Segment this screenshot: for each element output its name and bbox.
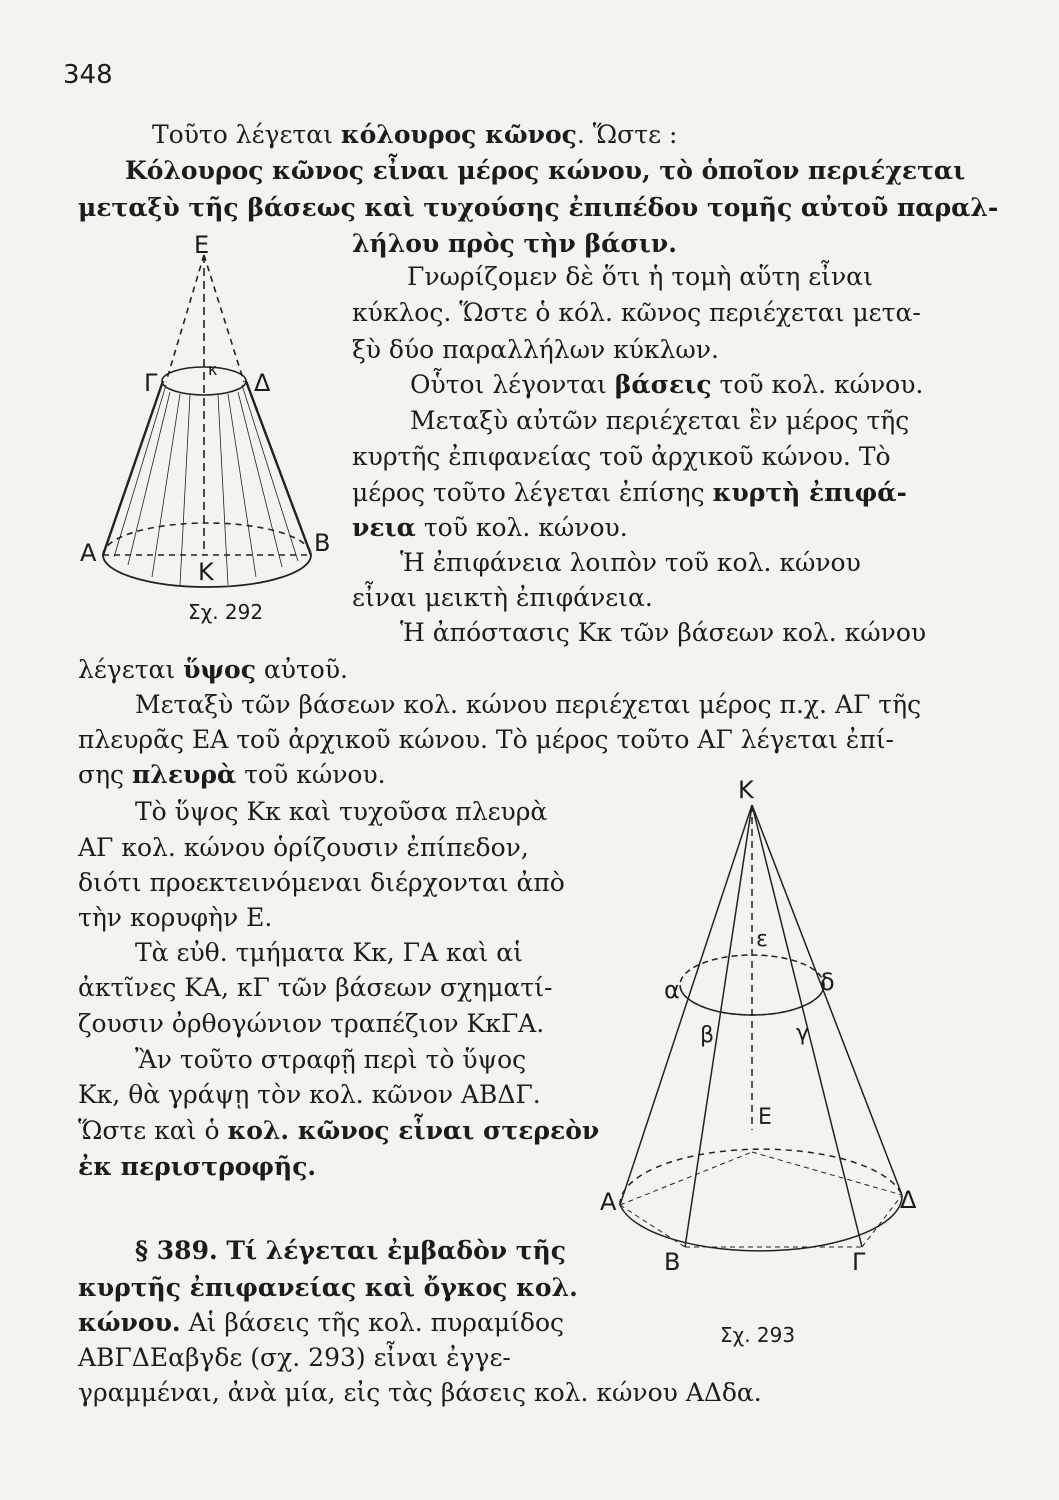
- text-line-24: Τὰ εὐθ. τμήματα Κκ, ΓΑ καὶ αἱ: [135, 938, 523, 967]
- label-K: Κ: [198, 558, 214, 586]
- definition-line-1: Κόλουρος κῶνος εἶναι μέρος κώνου, τὸ ὁποῖον περιέχεται: [125, 156, 966, 185]
- label-D: Δ: [254, 369, 271, 397]
- label-B: Β: [314, 529, 331, 557]
- section-heading-389: § 389. Τί λέγεται ἐμβαδὸν τῆς: [135, 1236, 567, 1265]
- text-line-13: Ἡ ἐπιφάνεια λοιπὸν τοῦ κολ. κώνου: [400, 548, 861, 577]
- text-line-18: πλευρᾶς ΕΑ τοῦ ἀρχικοῦ κώνου. Τὸ μέρος τοῦτο ΑΓ λέγεται ἐπί-: [78, 725, 895, 754]
- text-line-14: εἶναι μεικτὴ ἐπιφάνεια.: [352, 583, 653, 612]
- text-line-20: Τὸ ὕψος Κκ καὶ τυχοῦσα πλευρὰ: [135, 797, 548, 826]
- text-line-26: ζουσιν ὀρθογώνιον τραπέζιον ΚκΓΑ.: [78, 1009, 545, 1038]
- label-E: Ε: [758, 1105, 772, 1130]
- text-line-27: Ἂν τοῦτο στραφῇ περὶ τὸ ὕψος: [135, 1045, 527, 1074]
- label-G: Γ: [144, 369, 158, 397]
- text-line-15: Ἡ ἀπόστασις Κκ τῶν βάσεων κολ. κώνου: [400, 618, 927, 647]
- label-alpha: α: [664, 976, 680, 1004]
- caption-292: Σχ. 292: [188, 600, 264, 624]
- text-line-19: σης πλευρὰ τοῦ κώνου.: [78, 760, 386, 789]
- page-number: 348: [63, 60, 113, 90]
- text-line-25: ἀκτῖνες ΚΑ, κΓ τῶν βάσεων σχηματί-: [78, 973, 553, 1002]
- label-A: Α: [80, 539, 97, 567]
- label-delta: δ: [820, 968, 835, 996]
- text-line-1: Τοῦτο λέγεται κόλουρος κῶνος. Ὥστε :: [152, 120, 678, 149]
- definition-line-2: μεταξὺ τῆς βάσεως καὶ τυχούσης ἐπιπέδου τομῆς αὐτοῦ παραλ-: [78, 193, 999, 222]
- text-line-8: Οὗτοι λέγονται βάσεις τοῦ κολ. κώνου.: [410, 370, 924, 399]
- label-B: Β: [664, 1248, 681, 1276]
- figure-292-frustum: [70, 231, 331, 605]
- text-line-10: κυρτῆς ἐπιφανείας τοῦ ἀρχικοῦ κώνου. Τὸ: [352, 442, 891, 471]
- text-line-5: Γνωρίζομεν δὲ ὅτι ἡ τομὴ αὕτη εἶναι: [407, 262, 873, 291]
- text-line-6: κύκλος. Ὥστε ὁ κόλ. κῶνος περιέχεται μετα-: [352, 298, 921, 327]
- text-line-9: Μεταξὺ αὐτῶν περιέχεται ἓν μέρος τῆς: [410, 406, 910, 435]
- text-line-17: Μεταξὺ τῶν βάσεων κολ. κώνου περιέχεται μέρος π.χ. ΑΓ τῆς: [135, 690, 922, 719]
- text-line-16: λέγεται ὕψος αὐτοῦ.: [78, 655, 348, 684]
- text-line-23: τὴν κορυφὴν Ε.: [78, 903, 273, 932]
- text-line-7: ξὺ δύο παραλλήλων κύκλων.: [352, 335, 719, 364]
- text-line-30: ἐκ περιστροφῆς.: [78, 1152, 317, 1181]
- text-line-12: νεια τοῦ κολ. κώνου.: [352, 513, 628, 542]
- caption-293: Σχ. 293: [720, 1323, 796, 1347]
- text-line-29: Ὥστε καὶ ὁ κολ. κῶνος εἶναι στερεὸν: [78, 1116, 600, 1145]
- label-gamma: γ: [796, 1021, 810, 1046]
- label-E: Ε: [194, 231, 210, 259]
- label-beta: β: [700, 1023, 715, 1048]
- text-line-22: διότι προεκτεινόμεναι διέρχονται ἀπὸ: [78, 868, 565, 897]
- figure-293-cone: [590, 770, 930, 1276]
- text-line-33: κώνου. Αἱ βάσεις τῆς κολ. πυραμίδος: [78, 1308, 565, 1337]
- label-G: Γ: [852, 1248, 866, 1276]
- label-D: Δ: [900, 1186, 917, 1214]
- label-epsilon: ε: [756, 927, 768, 952]
- label-A: Α: [600, 1188, 617, 1216]
- text-line-28: Κκ, θὰ γράψῃ τὸν κολ. κῶνον ΑΒΔΓ.: [78, 1080, 541, 1109]
- text-line-11: μέρος τοῦτο λέγεται ἐπίσης κυρτὴ ἐπιφά-: [352, 478, 907, 507]
- label-K: Κ: [738, 776, 754, 804]
- definition-line-3: λήλου πρὸς τὴν βάσιν.: [352, 229, 677, 258]
- text-line-35: γραμμέναι, ἀνὰ μία, εἰς τὰς βάσεις κολ. κώνου ΑΔδα.: [78, 1378, 762, 1407]
- text-line-34: ΑΒΓΔΕαβγδε (σχ. 293) εἶναι ἐγγε-: [78, 1343, 511, 1372]
- section-heading-389-cont: κυρτῆς ἐπιφανείας καὶ ὄγκος κολ.: [78, 1273, 578, 1302]
- text-line-21: ΑΓ κολ. κώνου ὁρίζουσιν ἐπίπεδον,: [78, 833, 529, 862]
- label-k: κ: [208, 360, 218, 379]
